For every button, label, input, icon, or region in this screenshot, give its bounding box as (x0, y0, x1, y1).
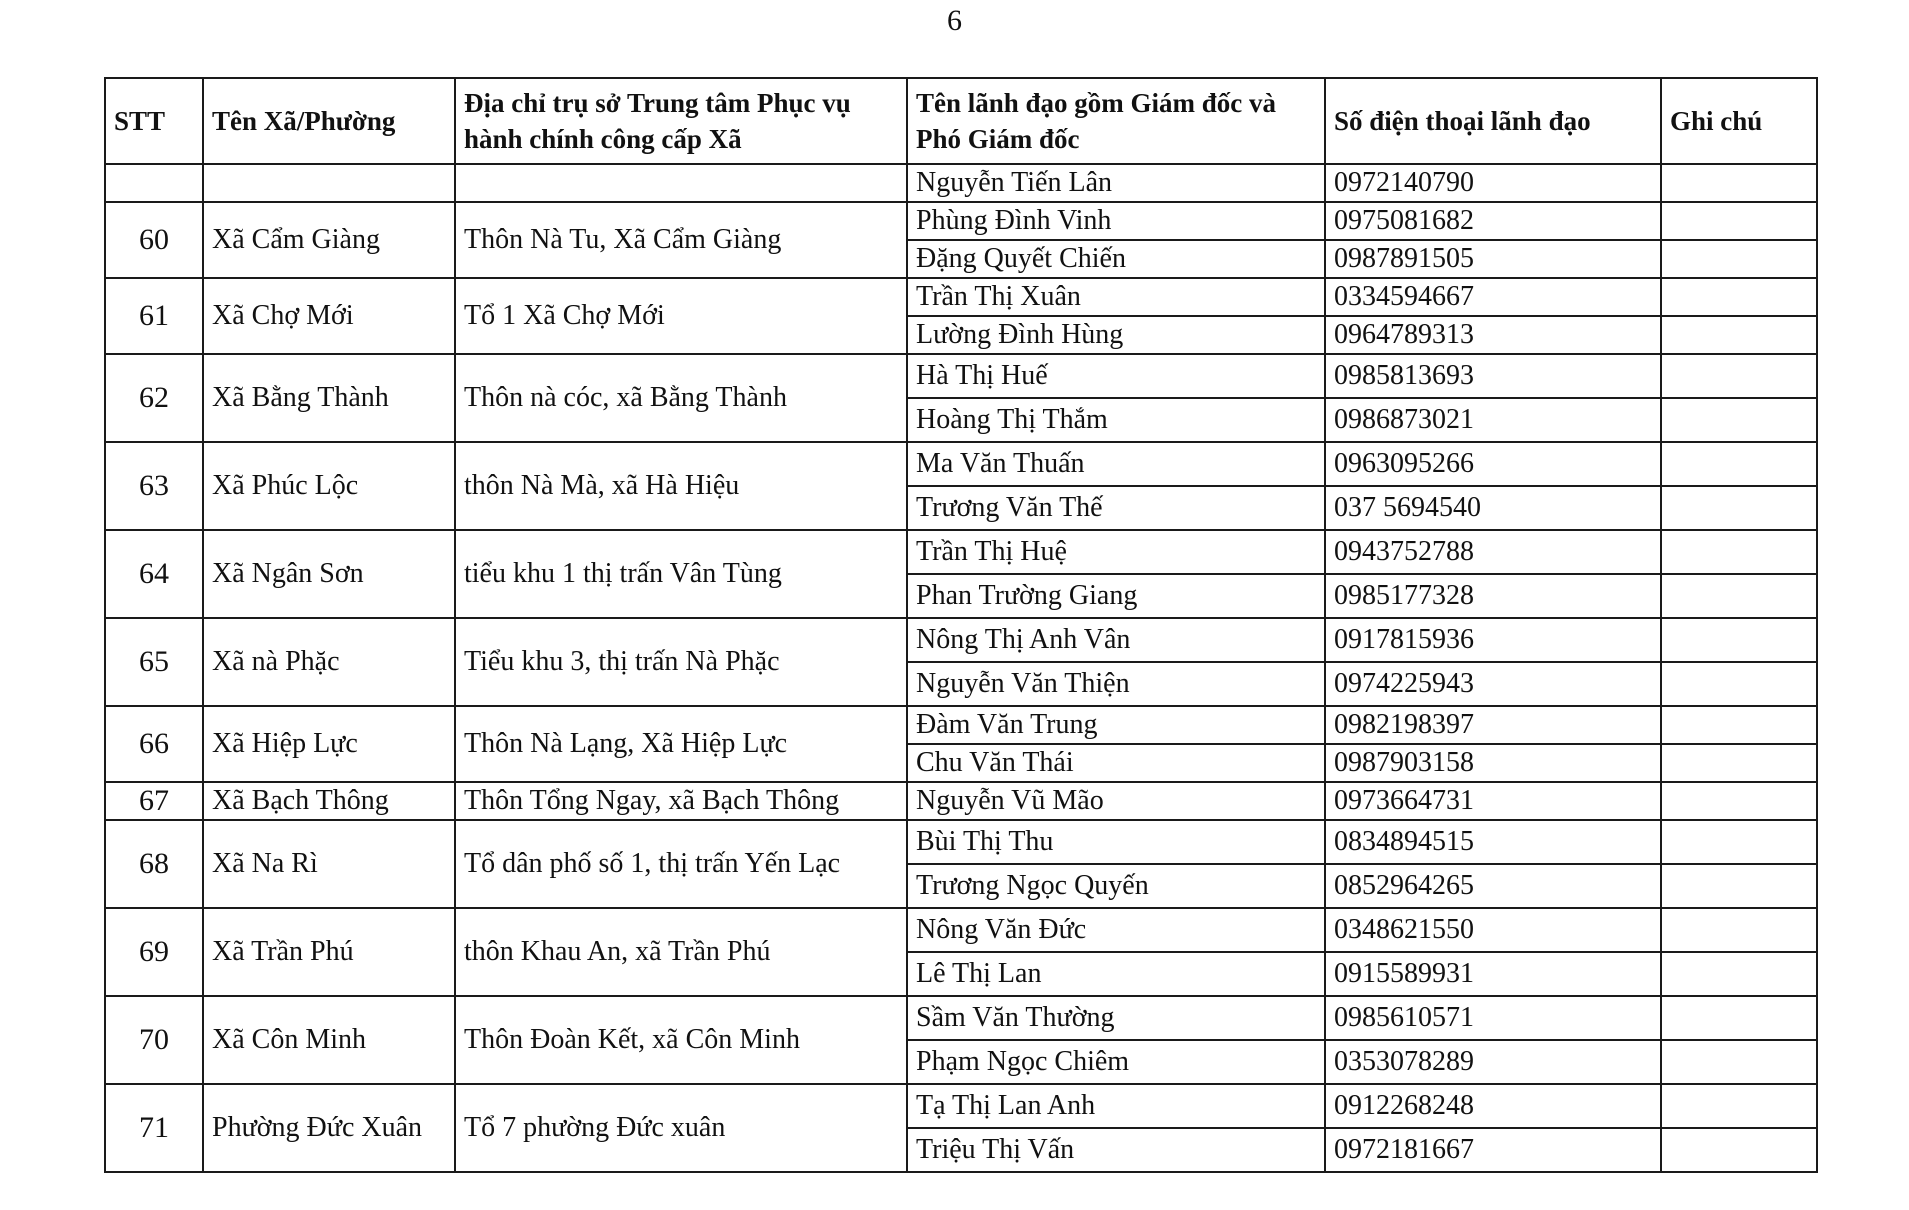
header-leaders: Tên lãnh đạo gồm Giám đốc và Phó Giám đốc (907, 78, 1325, 164)
address-cell: Thôn nà cóc, xã Bằng Thành (455, 354, 907, 442)
leader-name-cell: Sầm Văn Thường (907, 996, 1325, 1040)
note-cell (1661, 398, 1817, 442)
header-stt: STT (105, 78, 203, 164)
note-cell (1661, 486, 1817, 530)
address-cell: Thôn Tổng Ngay, xã Bạch Thông (455, 782, 907, 820)
leader-name-cell: Triệu Thị Vấn (907, 1128, 1325, 1172)
leaders-table (104, 77, 1818, 1173)
leader-phone-cell: 0852964265 (1325, 864, 1661, 908)
leader-phone-cell: 0943752788 (1325, 530, 1661, 574)
address-cell: thôn Khau An, xã Trần Phú (455, 908, 907, 996)
leader-phone-cell: 0985813693 (1325, 354, 1661, 398)
leader-name-cell: Tạ Thị Lan Anh (907, 1084, 1325, 1128)
note-cell (1661, 952, 1817, 996)
note-cell (1661, 1084, 1817, 1128)
stt-cell: 65 (105, 618, 203, 706)
page-number: 6 (947, 4, 962, 37)
leader-name-cell: Phạm Ngọc Chiêm (907, 1040, 1325, 1084)
address-cell: Thôn Nà Tu, Xã Cẩm Giàng (455, 202, 907, 278)
note-cell (1661, 574, 1817, 618)
header-note: Ghi chú (1661, 78, 1817, 164)
stt-cell: 63 (105, 442, 203, 530)
address-cell: Tổ dân phố số 1, thị trấn Yến Lạc (455, 820, 907, 908)
leader-name-cell: Phùng Đình Vinh (907, 202, 1325, 240)
leader-phone-cell: 0972181667 (1325, 1128, 1661, 1172)
note-cell (1661, 240, 1817, 278)
table-row (105, 706, 1817, 744)
header-address: Địa chỉ trụ sở Trung tâm Phục vụ hành chính công cấp Xã (455, 78, 907, 164)
commune-cell: Xã Hiệp Lực (203, 706, 455, 782)
leader-phone-cell: 0917815936 (1325, 618, 1661, 662)
leader-name-cell: Chu Văn Thái (907, 744, 1325, 782)
leader-phone-cell: 0987903158 (1325, 744, 1661, 782)
leader-name-cell: Bùi Thị Thu (907, 820, 1325, 864)
commune-cell: Xã Bằng Thành (203, 354, 455, 442)
header-commune: Tên Xã/Phường (203, 78, 455, 164)
stt-cell: 70 (105, 996, 203, 1084)
note-cell (1661, 442, 1817, 486)
leader-phone-cell: 0915589931 (1325, 952, 1661, 996)
leader-phone-cell: 0972140790 (1325, 164, 1661, 202)
stt-cell: 61 (105, 278, 203, 354)
leader-name-cell: Trần Thị Huệ (907, 530, 1325, 574)
leader-phone-cell: 0975081682 (1325, 202, 1661, 240)
stt-cell: 60 (105, 202, 203, 278)
table-row (105, 442, 1817, 486)
note-cell (1661, 706, 1817, 744)
address-cell: Tiểu khu 3, thị trấn Nà Phặc (455, 618, 907, 706)
leader-name-cell: Nguyễn Vũ Mão (907, 782, 1325, 820)
leader-name-cell: Trương Văn Thế (907, 486, 1325, 530)
note-cell (1661, 530, 1817, 574)
stt-cell: 62 (105, 354, 203, 442)
stt-cell: 64 (105, 530, 203, 618)
table-row (105, 996, 1817, 1040)
note-cell (1661, 996, 1817, 1040)
leader-phone-cell: 0987891505 (1325, 240, 1661, 278)
leader-phone-cell: 0973664731 (1325, 782, 1661, 820)
leader-name-cell: Trần Thị Xuân (907, 278, 1325, 316)
leader-phone-cell: 0985177328 (1325, 574, 1661, 618)
commune-cell: Xã Ngân Sơn (203, 530, 455, 618)
address-cell: Thôn Nà Lạng, Xã Hiệp Lực (455, 706, 907, 782)
stt-cell (105, 164, 203, 202)
address-cell (455, 164, 907, 202)
leader-name-cell: Đặng Quyết Chiến (907, 240, 1325, 278)
address-cell: Thôn Đoàn Kết, xã Côn Minh (455, 996, 907, 1084)
leader-phone-cell: 0985610571 (1325, 996, 1661, 1040)
note-cell (1661, 744, 1817, 782)
commune-cell: Xã Bạch Thông (203, 782, 455, 820)
note-cell (1661, 316, 1817, 354)
note-cell (1661, 202, 1817, 240)
leader-phone-cell: 0348621550 (1325, 908, 1661, 952)
leader-phone-cell: 0353078289 (1325, 1040, 1661, 1084)
commune-cell (203, 164, 455, 202)
address-cell: tiểu khu 1 thị trấn Vân Tùng (455, 530, 907, 618)
leader-phone-cell: 0974225943 (1325, 662, 1661, 706)
commune-cell: Phường Đức Xuân (203, 1084, 455, 1172)
table-row (105, 530, 1817, 574)
address-cell: thôn Nà Mà, xã Hà Hiệu (455, 442, 907, 530)
note-cell (1661, 908, 1817, 952)
table-row (105, 908, 1817, 952)
note-cell (1661, 782, 1817, 820)
leader-name-cell: Trương Ngọc Quyến (907, 864, 1325, 908)
leader-phone-cell: 0834894515 (1325, 820, 1661, 864)
address-cell: Tổ 7 phường Đức xuân (455, 1084, 907, 1172)
leader-name-cell: Nông Thị Anh Vân (907, 618, 1325, 662)
table-row (105, 202, 1817, 240)
stt-cell: 66 (105, 706, 203, 782)
leader-phone-cell: 0982198397 (1325, 706, 1661, 744)
note-cell (1661, 662, 1817, 706)
commune-cell: Xã Na Rì (203, 820, 455, 908)
commune-cell: Xã Cẩm Giàng (203, 202, 455, 278)
commune-cell: Xã Côn Minh (203, 996, 455, 1084)
leader-phone-cell: 037 5694540 (1325, 486, 1661, 530)
table-row (105, 618, 1817, 662)
leader-name-cell: Ma Văn Thuấn (907, 442, 1325, 486)
note-cell (1661, 164, 1817, 202)
table-row (105, 354, 1817, 398)
address-cell: Tổ 1 Xã Chợ Mới (455, 278, 907, 354)
note-cell (1661, 1040, 1817, 1084)
stt-cell: 71 (105, 1084, 203, 1172)
commune-cell: Xã nà Phặc (203, 618, 455, 706)
leader-name-cell: Phan Trường Giang (907, 574, 1325, 618)
leader-name-cell: Lường Đình Hùng (907, 316, 1325, 354)
table-row-continuation (105, 164, 1817, 202)
table-row (105, 820, 1817, 864)
leader-name-cell: Hà Thị Huế (907, 354, 1325, 398)
header-phone: Số điện thoại lãnh đạo (1325, 78, 1661, 164)
stt-cell: 67 (105, 782, 203, 820)
leader-name-cell: Nông Văn Đức (907, 908, 1325, 952)
note-cell (1661, 354, 1817, 398)
leader-phone-cell: 0963095266 (1325, 442, 1661, 486)
leader-name-cell: Lê Thị Lan (907, 952, 1325, 996)
table-body (105, 164, 1817, 1172)
leader-name-cell: Hoàng Thị Thắm (907, 398, 1325, 442)
leader-name-cell: Nguyễn Văn Thiện (907, 662, 1325, 706)
leader-name-cell: Nguyễn Tiến Lân (907, 164, 1325, 202)
table-row (105, 782, 1817, 820)
note-cell (1661, 820, 1817, 864)
table-row (105, 1084, 1817, 1128)
leader-name-cell: Đàm Văn Trung (907, 706, 1325, 744)
note-cell (1661, 278, 1817, 316)
table-row (105, 278, 1817, 316)
leader-phone-cell: 0964789313 (1325, 316, 1661, 354)
table-header-row (105, 78, 1817, 164)
commune-cell: Xã Phúc Lộc (203, 442, 455, 530)
stt-cell: 69 (105, 908, 203, 996)
commune-cell: Xã Chợ Mới (203, 278, 455, 354)
note-cell (1661, 864, 1817, 908)
commune-cell: Xã Trần Phú (203, 908, 455, 996)
note-cell (1661, 1128, 1817, 1172)
stt-cell: 68 (105, 820, 203, 908)
leader-phone-cell: 0986873021 (1325, 398, 1661, 442)
leader-phone-cell: 0912268248 (1325, 1084, 1661, 1128)
leader-phone-cell: 0334594667 (1325, 278, 1661, 316)
note-cell (1661, 618, 1817, 662)
